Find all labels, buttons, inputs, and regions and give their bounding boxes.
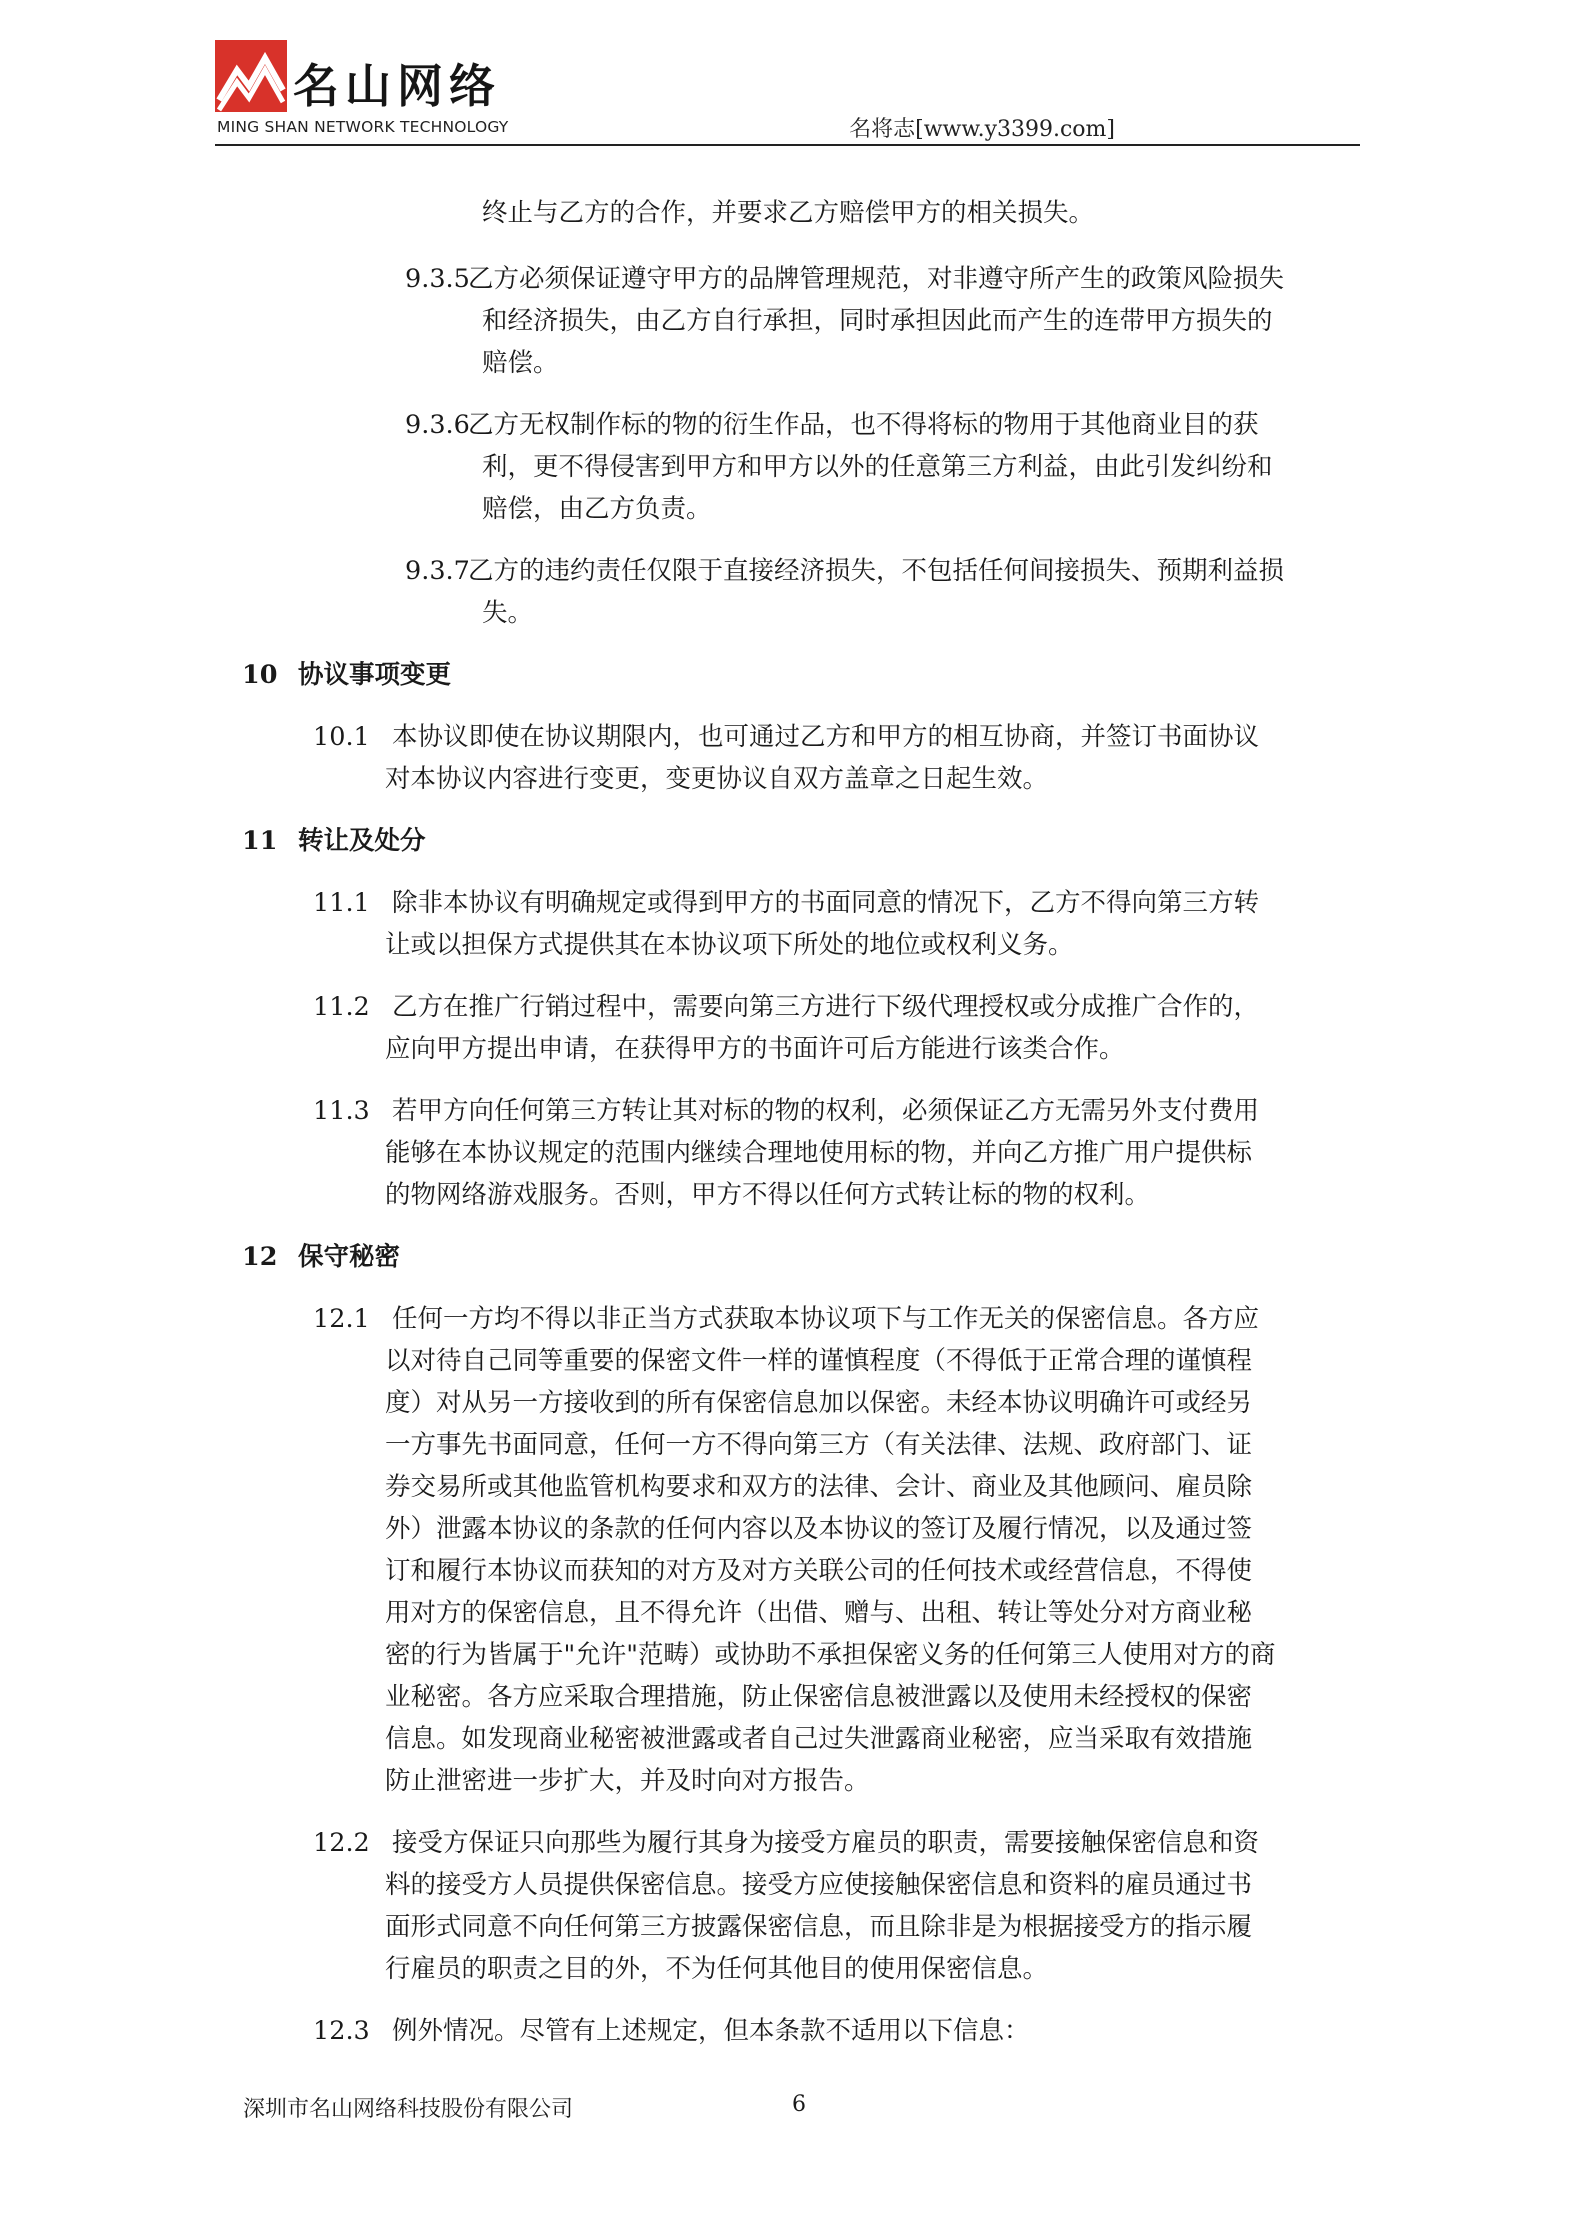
body-line: 防止泄密进一步扩大，并及时向对方报告。 [385,1766,870,1796]
body-line: 订和履行本协议而获知的对方及对方关联公司的任何技术或经营信息，不得使 [385,1556,1253,1586]
clause-number: 12.1 [313,1304,370,1334]
clause-number: 9.3.7 [405,556,470,586]
clause-number: 12.2 [313,1828,370,1858]
body-line: 乙方必须保证遵守甲方的品牌管理规范，对非遵守所产生的政策风险损失 [468,264,1285,294]
body-line: 面形式同意不向任何第三方披露保密信息，而且除非是为根据接受方的指示履 [385,1912,1253,1942]
clause-number: 9.3.6 [405,410,470,440]
body-line: 业秘密。各方应采取合理措施，防止保密信息被泄露以及使用未经授权的保密 [385,1682,1253,1712]
body-line: 外）泄露本协议的条款的任何内容以及本协议的签订及履行情况，以及通过签 [385,1514,1253,1544]
body-line: 赔偿。 [482,348,559,378]
footer-company: 深圳市名山网络科技股份有限公司 [243,2097,574,2122]
page-number: 6 [792,2092,806,2117]
mingshan-logo-icon [215,40,287,112]
section-title: 保守秘密 [298,1242,401,1272]
clause-number: 9.3.5 [405,264,470,294]
clause-number: 10.1 [313,722,370,752]
body-line: 让或以担保方式提供其在本协议项下所处的地位或权利义务。 [385,930,1074,960]
body-line: 的物网络游戏服务。否则，甲方不得以任何方式转让标的物的权利。 [385,1180,1151,1210]
section-title: 协议事项变更 [298,660,452,690]
body-line: 券交易所或其他监管机构要求和双方的法律、会计、商业及其他顾问、雇员除 [385,1472,1253,1502]
body-line: 对本协议内容进行变更，变更协议自双方盖章之日起生效。 [385,764,1049,794]
body-line: 本协议即使在协议期限内，也可通过乙方和甲方的相互协商，并签订书面协议 [392,722,1260,752]
body-line: 信息。如发现商业秘密被泄露或者自己过失泄露商业秘密，应当采取有效措施 [385,1724,1253,1754]
logo-name: 名山网络 [293,59,501,113]
page-header [215,40,1360,148]
body-line: 若甲方向任何第三方转让其对标的物的权利，必须保证乙方无需另外支付费用 [392,1096,1260,1126]
body-line: 乙方无权制作标的物的衍生作品，也不得将标的物用于其他商业目的获 [468,410,1259,440]
logo-subtitle: MING SHAN NETWORK TECHNOLOGY [217,118,509,136]
section-number: 10 [242,660,278,690]
body-line: 用对方的保密信息，且不得允许（出借、赠与、出租、转让等处分对方商业秘 [385,1598,1253,1628]
body-line: 除非本协议有明确规定或得到甲方的书面同意的情况下，乙方不得向第三方转 [392,888,1260,918]
body-line: 任何一方均不得以非正当方式获取本协议项下与工作无关的保密信息。各方应 [392,1304,1260,1334]
body-line: 能够在本协议规定的范围内继续合理地使用标的物，并向乙方推广用户提供标 [385,1138,1253,1168]
section-number: 12 [242,1242,278,1272]
clause-number: 11.2 [313,992,370,1022]
body-line: 料的接受方人员提供保密信息。接受方应使接触保密信息和资料的雇员通过书 [385,1870,1253,1900]
clause-number: 12.3 [313,2016,370,2046]
header-site: 名将志[www.y3399.com] [849,117,1115,142]
header-rule [215,144,1360,146]
section-number: 11 [242,826,278,856]
body-line: 密的行为皆属于"允许"范畴）或协助不承担保密义务的任何第三人使用对方的商 [385,1640,1276,1670]
body-line: 度）对从另一方接收到的所有保密信息加以保密。未经本协议明确许可或经另 [385,1388,1253,1418]
body-line: 乙方的违约责任仅限于直接经济损失，不包括任何间接损失、预期利益损 [468,556,1285,586]
body-line: 接受方保证只向那些为履行其身为接受方雇员的职责，需要接触保密信息和资 [392,1828,1260,1858]
body-line: 一方事先书面同意，任何一方不得向第三方（有关法律、法规、政府部门、证 [385,1430,1253,1460]
body-line: 和经济损失，由乙方自行承担，同时承担因此而产生的连带甲方损失的 [482,306,1273,336]
body-line: 行雇员的职责之目的外，不为任何其他目的使用保密信息。 [385,1954,1049,1984]
body-line: 以对待自己同等重要的保密文件一样的谨慎程度（不得低于正常合理的谨慎程 [385,1346,1253,1376]
body-line: 利，更不得侵害到甲方和甲方以外的任意第三方利益，由此引发纠纷和 [482,452,1273,482]
body-line: 例外情况。尽管有上述规定，但本条款不适用以下信息： [392,2016,1030,2046]
section-title: 转让及处分 [298,826,426,856]
clause-number: 11.3 [313,1096,370,1126]
body-line: 失。 [482,598,534,628]
body-line: 终止与乙方的合作，并要求乙方赔偿甲方的相关损失。 [482,198,1095,228]
clause-number: 11.1 [313,888,370,918]
body-line: 乙方在推广行销过程中，需要向第三方进行下级代理授权或分成推广合作的， [392,992,1260,1022]
body-line: 赔偿，由乙方负责。 [482,494,712,524]
body-line: 应向甲方提出申请，在获得甲方的书面许可后方能进行该类合作。 [385,1034,1125,1064]
